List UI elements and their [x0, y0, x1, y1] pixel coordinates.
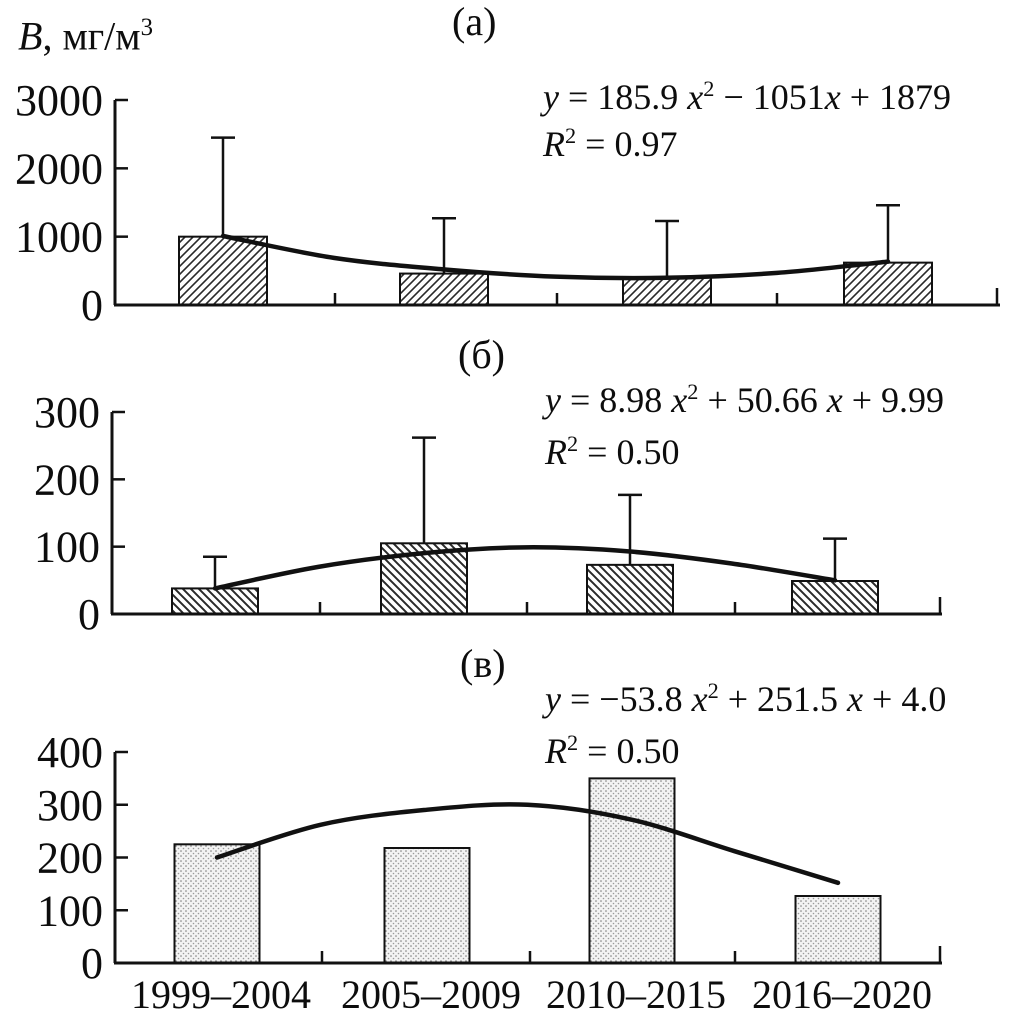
panel-a-equation: y = 185.9 $x^2 - 1051x + 1879$: [543, 76, 952, 117]
bar: [179, 237, 267, 305]
panel-v-label: (в): [460, 641, 506, 686]
bar: [587, 565, 673, 614]
y-tick-label: 2000: [15, 144, 103, 194]
y-tick-label: 0: [81, 281, 103, 328]
panel-b-label: (б): [458, 332, 505, 377]
y-tick-label: 300: [34, 390, 100, 437]
panel-b-r-squared: $R^2 = 0.50$: [545, 431, 680, 472]
trend-line: [217, 804, 838, 882]
y-tick-label: 200: [34, 455, 100, 505]
bar: [796, 896, 881, 963]
x-tick-label: 2016–2020: [752, 972, 932, 1017]
y-tick-label: 0: [81, 939, 103, 988]
panel-a-r-squared: $R^2 = 0.97$: [543, 123, 678, 164]
panel-v-equation: y = −53.8 $x^2 + 251.5$ x + 4.0: [545, 678, 947, 719]
panel-b-equation: y = 8.98 $x^2 + 50.66$ x + 9.99: [545, 379, 945, 420]
y-tick-label: 300: [37, 780, 103, 830]
bar: [175, 844, 260, 963]
y-tick-label: 400: [37, 730, 103, 777]
bar: [792, 581, 878, 614]
bar: [400, 274, 488, 305]
bar: [590, 778, 675, 963]
trend-line: [215, 547, 835, 588]
x-tick-label: 1999–2004: [131, 972, 311, 1017]
y-tick-label: 0: [78, 590, 100, 630]
bar: [623, 277, 711, 305]
y-tick-label: 100: [37, 886, 103, 936]
y-axis-unit-label: B, $мг/м^3$: [18, 13, 153, 59]
x-tick-label: 2010–2015: [546, 972, 726, 1017]
panel-v-r-squared: $R^2 = 0.50$: [545, 730, 680, 771]
y-tick-label: 100: [34, 522, 100, 572]
bar: [844, 263, 932, 305]
y-tick-label: 3000: [15, 78, 103, 125]
panel-a-label: (а): [452, 0, 497, 44]
panel-v-chart: [0, 730, 1028, 1026]
bar: [385, 848, 470, 963]
panel-b-chart: [0, 390, 1028, 630]
trend-line: [223, 236, 888, 278]
x-tick-label: 2005–2009: [341, 972, 521, 1017]
y-tick-label: 200: [37, 833, 103, 883]
y-tick-label: 1000: [15, 212, 103, 262]
bar: [172, 588, 258, 614]
panel-a-chart: [0, 78, 1028, 328]
